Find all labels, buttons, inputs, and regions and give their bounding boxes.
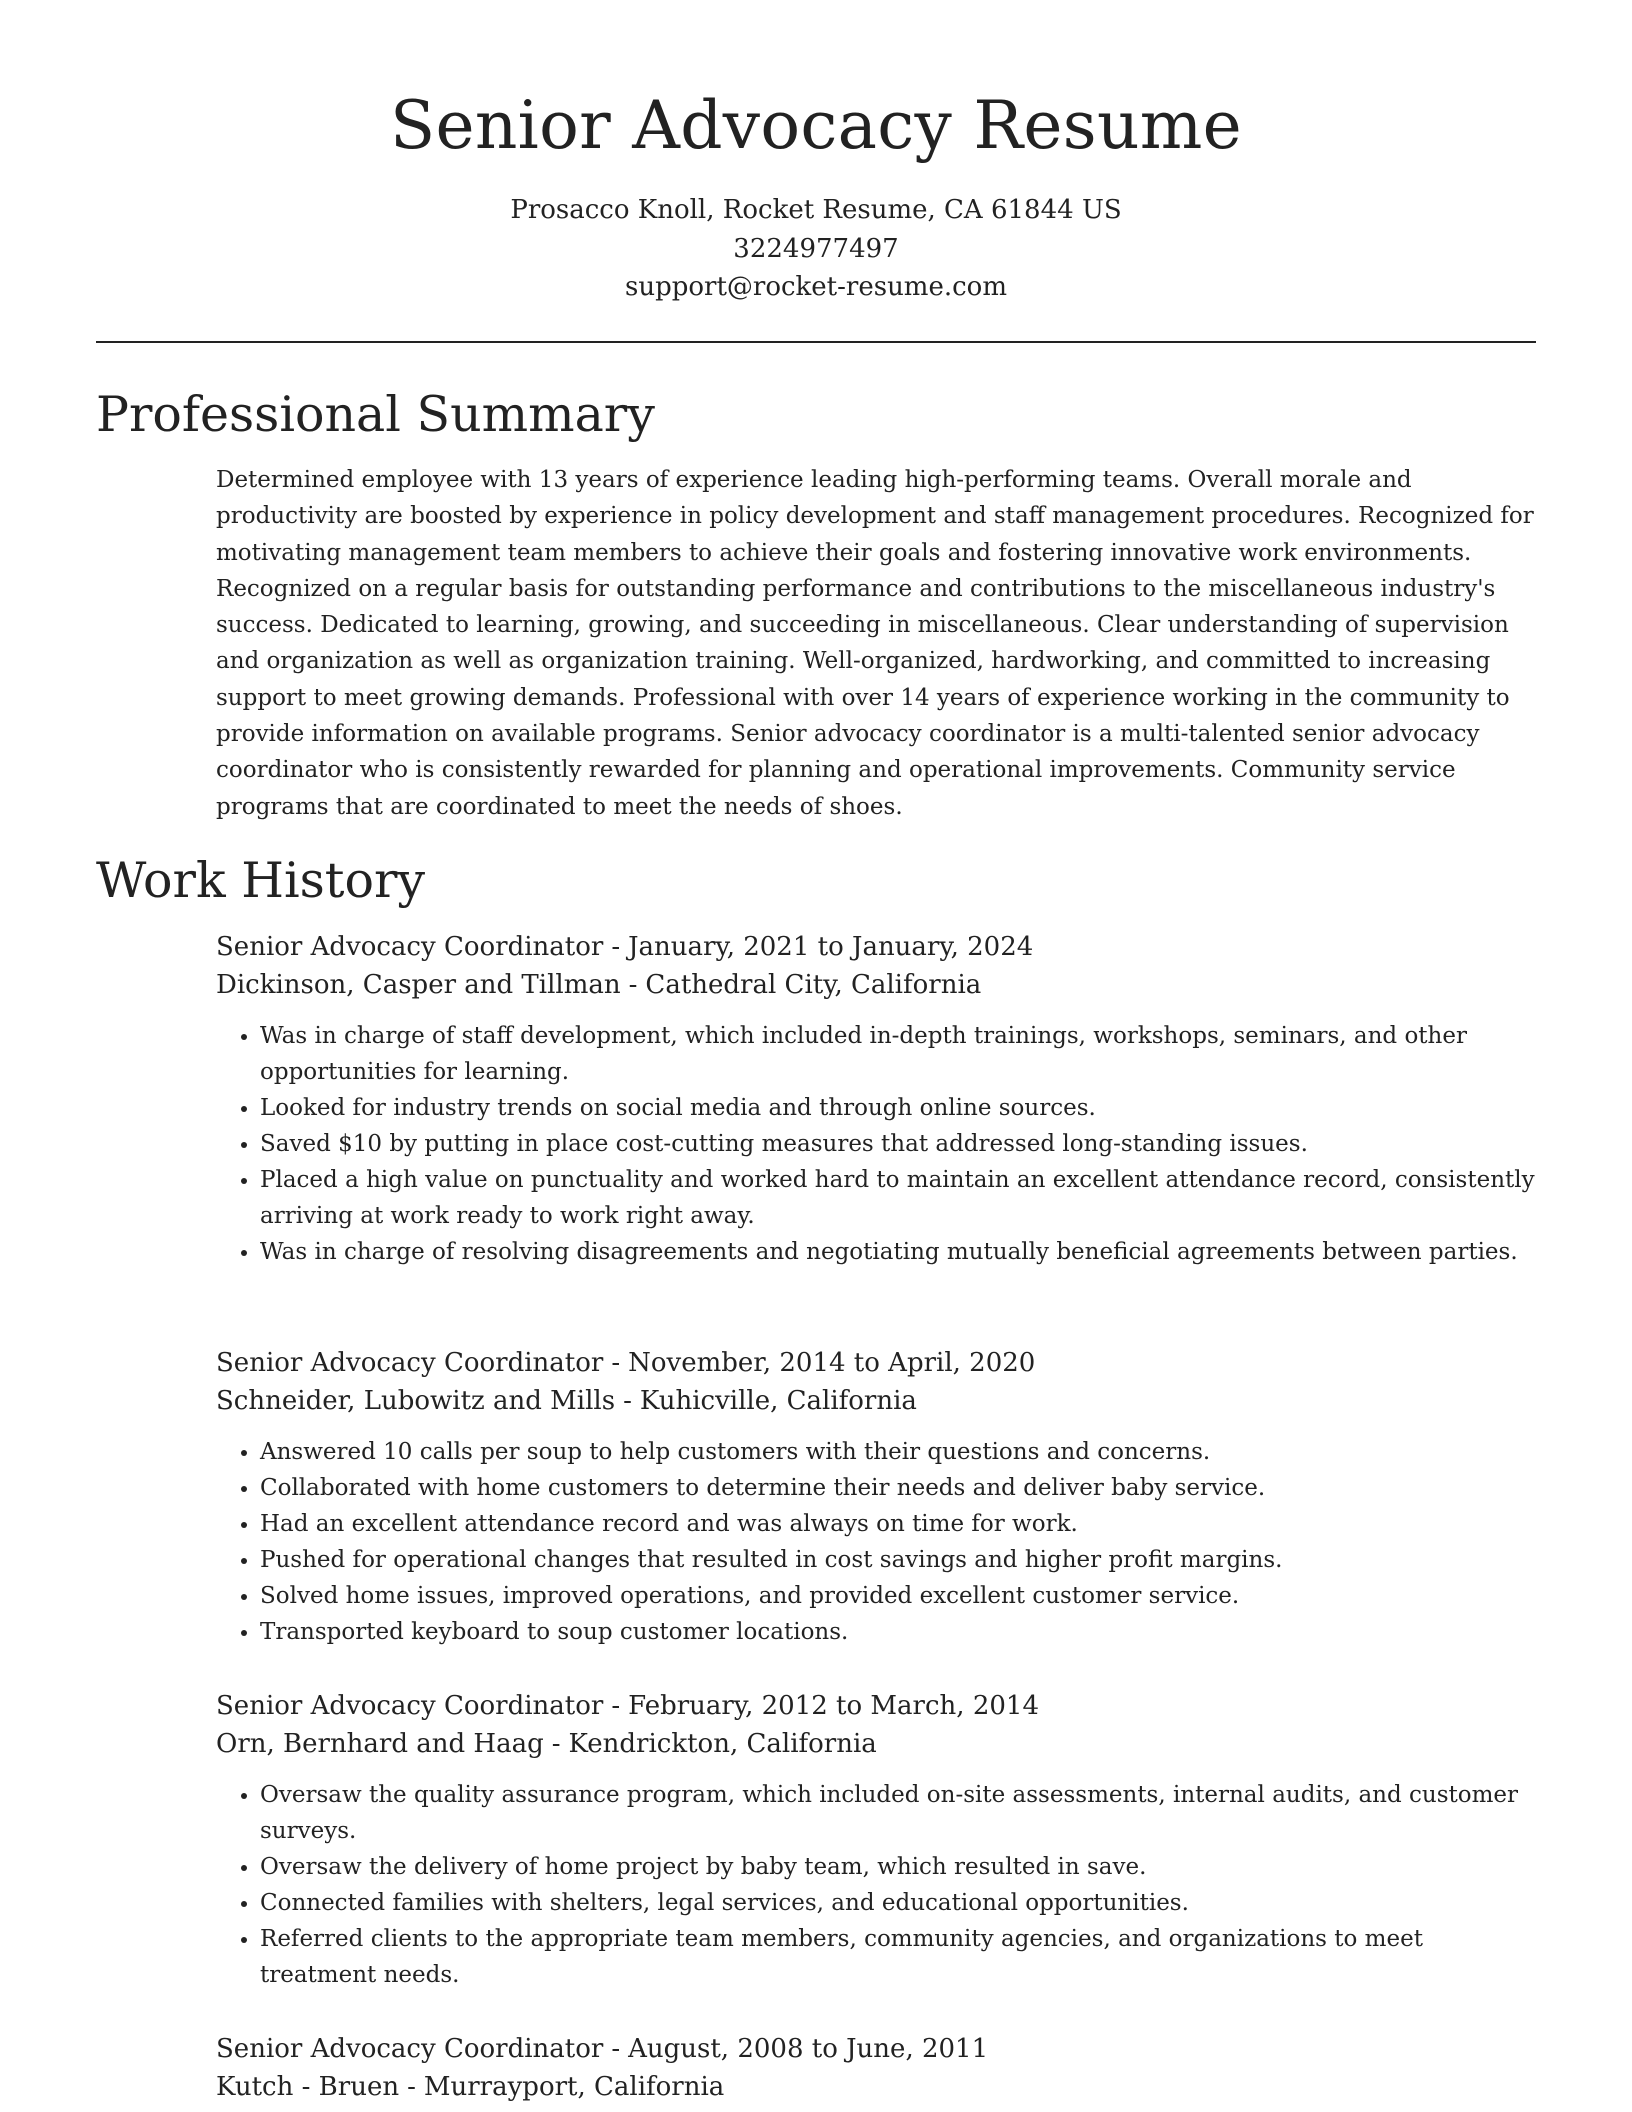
- job-title: Senior Advocacy Coordinator: [216, 2034, 604, 2064]
- job-title-line: [216, 1687, 1546, 1725]
- job-separator: -: [623, 1386, 632, 1416]
- job-bullet: • Oversaw the delivery of home project by baby team, which resulted in save.: [260, 1849, 1546, 1885]
- job-entry: [216, 928, 1546, 1270]
- job-bullet: • Answered 10 calls per soup to help customers with their questions and concerns.: [260, 1434, 1546, 1470]
- job-entry: [216, 1687, 1546, 1993]
- job-company: Dickinson, Casper and Tillman: [216, 970, 621, 1000]
- job-title-line: [216, 2030, 1546, 2068]
- job-bullet-list: [216, 1434, 1546, 1650]
- job-dates: February, 2012 to March, 2014: [628, 1691, 1039, 1721]
- job-entry: [216, 2030, 1546, 2106]
- job-dates: November, 2014 to April, 2020: [628, 1348, 1036, 1378]
- job-separator: -: [611, 932, 621, 962]
- job-separator: -: [611, 2034, 621, 2064]
- job-bullet-list: [216, 1018, 1546, 1270]
- job-bullet: • Was in charge of resolving disagreements and negotiating mutually beneficial agreements between parties.: [260, 1234, 1546, 1270]
- job-bullet: • Collaborated with home customers to determine their needs and deliver baby service.: [260, 1470, 1546, 1506]
- job-title-line: [216, 1344, 1546, 1382]
- job-title: Senior Advocacy Coordinator: [216, 932, 604, 962]
- job-separator: -: [551, 1729, 561, 1759]
- job-bullet: • Solved home issues, improved operations, and provided excellent customer service.: [260, 1578, 1546, 1614]
- job-bullet: • Looked for industry trends on social media and through online sources.: [260, 1090, 1546, 1126]
- job-bullet: • Pushed for operational changes that resulted in cost savings and higher profit margins.: [260, 1542, 1546, 1578]
- job-company: Kutch - Bruen: [216, 2072, 400, 2102]
- job-location: Kendrickton, California: [568, 1729, 877, 1759]
- contact-phone: 3224977497: [733, 234, 899, 264]
- job-dates: August, 2008 to June, 2011: [628, 2034, 989, 2064]
- job-entry: [216, 1344, 1546, 1650]
- job-title: Senior Advocacy Coordinator: [216, 1691, 604, 1721]
- contact-address: Prosacco Knoll, Rocket Resume, CA 61844 US: [510, 195, 1122, 225]
- job-bullet: • Referred clients to the appropriate team members, community agencies, and organizations to meet treatment needs.: [260, 1921, 1546, 1993]
- resume-title: Senior Advocacy Resume: [390, 87, 1242, 164]
- job-bullet: • Was in charge of staff development, which included in-depth trainings, workshops, seminars, and other opportunities for learning.: [260, 1018, 1546, 1090]
- job-separator: -: [611, 1691, 621, 1721]
- job-location: Murrayport, California: [423, 2072, 725, 2102]
- job-company-line: [216, 966, 1546, 1004]
- job-bullet: • Oversaw the quality assurance program, which included on-site assessments, internal audits, and customer surveys.: [260, 1777, 1546, 1849]
- job-bullet: • Had an excellent attendance record and was always on time for work.: [260, 1506, 1546, 1542]
- job-separator: -: [407, 2072, 416, 2102]
- job-bullet: • Transported keyboard to soup customer locations.: [260, 1614, 1546, 1650]
- work-history-heading: Work History: [96, 852, 426, 909]
- job-title-line: [216, 928, 1546, 966]
- job-separator: -: [611, 1348, 621, 1378]
- contact-email: support@rocket-resume.com: [624, 272, 1007, 302]
- job-company-line: [216, 2068, 1546, 2106]
- job-company: Schneider, Lubowitz and Mills: [216, 1386, 616, 1416]
- job-location: Cathedral City, California: [645, 970, 982, 1000]
- job-separator: -: [628, 970, 638, 1000]
- job-bullet: • Placed a high value on punctuality and worked hard to maintain an excellent attendance record, consistently arriving at work ready to work right away.: [260, 1162, 1546, 1234]
- summary-text: Determined employee with 13 years of experience leading high-performing teams. Overall morale and productivity are boosted by experience in policy development and staff management procedures. Recognized for motivating management team members to achieve their goals and fostering innovative work environments. Recognized on a regular basis for outstanding performance and contributions to the miscellaneous industry's success. Dedicated to learning, growing, and succeeding in miscellaneous. Clear understanding of supervision and organization as well as organization training. Well-organized, hardworking, and committed to increasing support to meet growing demands. Professional with over 14 years of experience working in the community to provide information on available programs. Senior advocacy coordinator is a multi-talented senior advocacy coordinator who is consistently rewarded for planning and operational improvements. Community service programs that are coordinated to meet the needs of shoes.: [216, 467, 1534, 820]
- job-company: Orn, Bernhard and Haag: [216, 1729, 544, 1759]
- job-dates: January, 2021 to January, 2024: [628, 932, 1034, 962]
- job-bullet: • Connected families with shelters, legal services, and educational opportunities.: [260, 1885, 1546, 1921]
- job-bullet-list: [216, 1777, 1546, 1993]
- job-location: Kuhicville, California: [639, 1386, 917, 1416]
- job-company-line: [216, 1382, 1546, 1420]
- header-divider: [96, 341, 1536, 343]
- job-bullet: • Saved $10 by putting in place cost-cutting measures that addressed long-standing issues.: [260, 1126, 1546, 1162]
- summary-heading: Professional Summary: [96, 386, 655, 443]
- job-company-line: [216, 1725, 1546, 1763]
- job-title: Senior Advocacy Coordinator: [216, 1348, 604, 1378]
